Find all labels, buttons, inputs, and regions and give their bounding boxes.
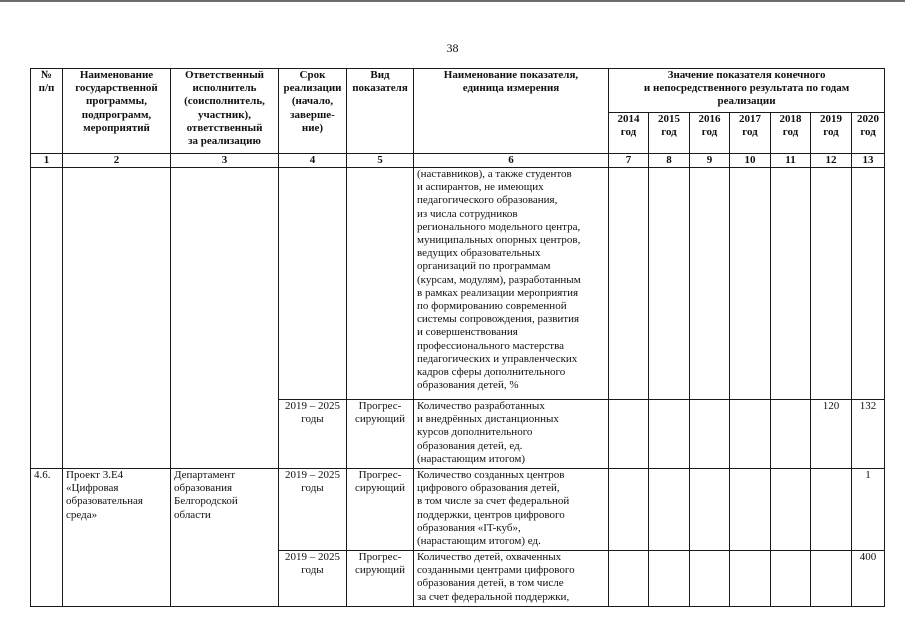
header-year-2018: 2018 год <box>771 113 811 154</box>
row-value-2015 <box>649 168 690 400</box>
row-value-2019: 120 <box>811 400 852 469</box>
scan-edge-line <box>0 0 905 2</box>
column-number: 11 <box>771 154 811 168</box>
row-value-2020: 132 <box>852 400 885 469</box>
row-number <box>31 168 63 469</box>
header-period: Срок реализации (начало, заверше- ние) <box>279 69 347 154</box>
column-number: 5 <box>347 154 414 168</box>
column-number: 9 <box>690 154 730 168</box>
header-year-2017: 2017 год <box>730 113 771 154</box>
row-program-name <box>63 168 171 469</box>
header-year-2016: 2016 год <box>690 113 730 154</box>
row-value-2020: 400 <box>852 551 885 607</box>
row-value-2014 <box>609 551 649 607</box>
row-value-2015 <box>649 469 690 551</box>
row-value-2018 <box>771 168 811 400</box>
row-period <box>279 168 347 400</box>
header-program-name: Наименование государственной программы, подпрограмм, мероприятий <box>63 69 171 154</box>
header-year-2015: 2015 год <box>649 113 690 154</box>
row-value-2014 <box>609 168 649 400</box>
column-number: 4 <box>279 154 347 168</box>
row-indicator-type: Прогрес- сирующий <box>347 400 414 469</box>
row-responsible <box>171 168 279 469</box>
row-value-2019 <box>811 551 852 607</box>
row-value-2020: 1 <box>852 469 885 551</box>
column-number: 7 <box>609 154 649 168</box>
row-number: 4.6. <box>31 469 63 607</box>
row-value-2016 <box>690 551 730 607</box>
row-value-2014 <box>609 469 649 551</box>
header-indicator-name: Наименование показателя, единица измерения <box>414 69 609 154</box>
row-indicator-name: Количество созданных центров цифрового образования детей, в том числе за счет федеральной поддержки, центров цифрового образования «IT-куб», (нарастающим итогом) ед. <box>414 469 609 551</box>
row-value-2017 <box>730 551 771 607</box>
row-responsible: Департамент образования Белгородской области <box>171 469 279 607</box>
column-number: 13 <box>852 154 885 168</box>
column-number: 12 <box>811 154 852 168</box>
table-row <box>31 168 885 400</box>
row-indicator-name: (наставников), а также студентов и аспирантов, не имеющих педагогического образования, из числа сотрудников регионального модельного центра, муниципальных опорных центров, ведущих образовательных организаций по программам (курсам, модулям), разработанным в рамках реализации мероприятия по формированию современной системы сопровождения, развития и совершенствования профессионального мастерства педагогических и управленческих кадров сферы дополнительного образования детей, % <box>414 168 609 400</box>
row-value-2018 <box>771 551 811 607</box>
row-value-2018 <box>771 469 811 551</box>
row-value-2016 <box>690 400 730 469</box>
header-responsible: Ответственный исполнитель (соисполнитель, участник), ответственный за реализацию <box>171 69 279 154</box>
header-year-2014: 2014 год <box>609 113 649 154</box>
row-value-2015 <box>649 400 690 469</box>
row-value-2019 <box>811 168 852 400</box>
row-value-2020 <box>852 168 885 400</box>
row-period: 2019 – 2025 годы <box>279 469 347 551</box>
row-period: 2019 – 2025 годы <box>279 551 347 607</box>
column-number: 2 <box>63 154 171 168</box>
row-value-2017 <box>730 168 771 400</box>
header-values-group: Значение показателя конечного и непосредственного результата по годам реализации <box>609 69 885 113</box>
column-number: 8 <box>649 154 690 168</box>
page-number: 38 <box>446 41 459 55</box>
column-number: 6 <box>414 154 609 168</box>
row-value-2014 <box>609 400 649 469</box>
row-value-2019 <box>811 469 852 551</box>
column-number: 3 <box>171 154 279 168</box>
column-number: 1 <box>31 154 63 168</box>
row-indicator-type <box>347 168 414 400</box>
header-indicator-type: Вид показателя <box>347 69 414 154</box>
row-value-2017 <box>730 400 771 469</box>
row-indicator-type: Прогрес- сирующий <box>347 551 414 607</box>
row-indicator-type: Прогрес- сирующий <box>347 469 414 551</box>
header-year-2019: 2019 год <box>811 113 852 154</box>
row-value-2015 <box>649 551 690 607</box>
row-indicator-name: Количество детей, охваченных созданными центрами цифрового образования детей, в том числе за счет федеральной поддержки, <box>414 551 609 607</box>
row-value-2016 <box>690 168 730 400</box>
table-row <box>31 469 885 551</box>
row-period: 2019 – 2025 годы <box>279 400 347 469</box>
indicators-table <box>30 68 885 607</box>
column-number: 10 <box>730 154 771 168</box>
header-num: № п/п <box>31 69 63 154</box>
row-value-2016 <box>690 469 730 551</box>
header-year-2020: 2020 год <box>852 113 885 154</box>
row-program-name: Проект 3.Е4 «Цифровая образовательная среда» <box>63 469 171 607</box>
row-value-2017 <box>730 469 771 551</box>
row-value-2018 <box>771 400 811 469</box>
row-indicator-name: Количество разработанных и внедрённых дистанционных курсов дополнительного образования детей, ед. (нарастающим итогом) <box>414 400 609 469</box>
